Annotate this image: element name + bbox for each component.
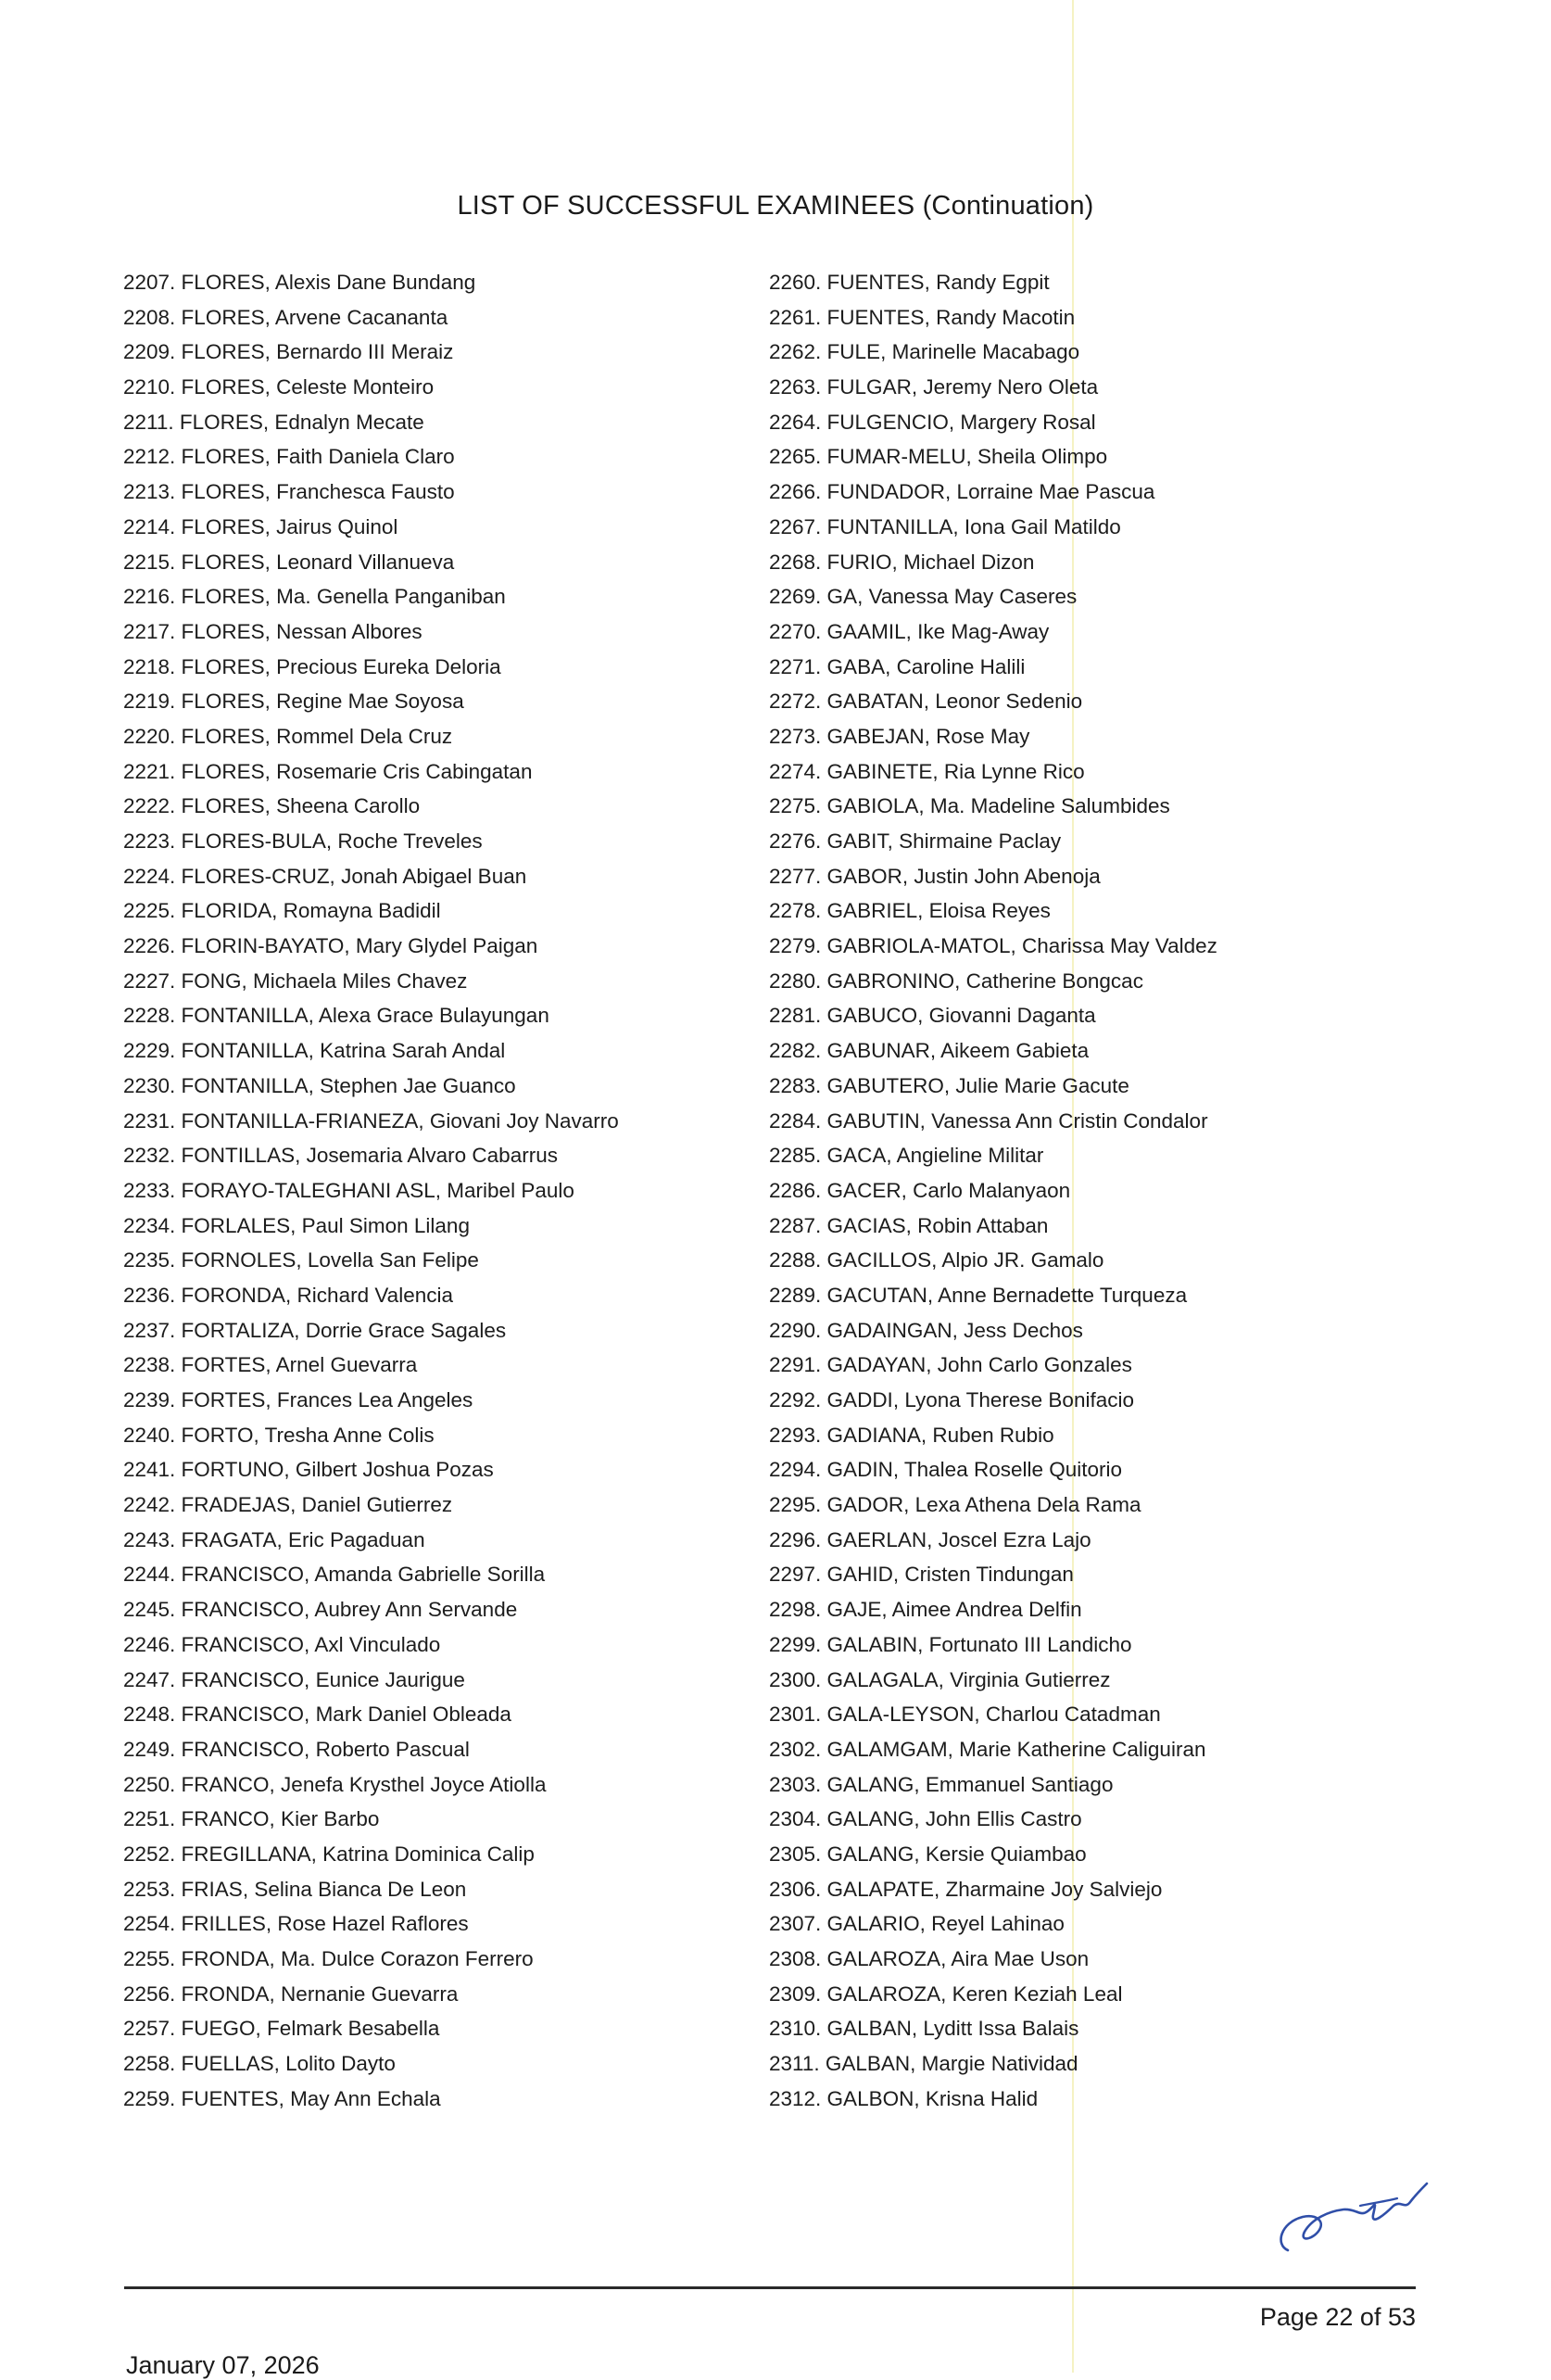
examinee-entry: 2269. GA, Vanessa May Caseres [769,585,1078,609]
examinee-entry: 2219. FLORES, Regine Mae Soyosa [123,690,464,714]
examinee-entry: 2213. FLORES, Franchesca Fausto [123,480,455,504]
examinee-entry: 2235. FORNOLES, Lovella San Felipe [123,1248,479,1272]
examinee-entry: 2274. GABINETE, Ria Lynne Rico [769,759,1085,783]
examinee-entry: 2281. GABUCO, Giovanni Daganta [769,1004,1096,1028]
examinee-entry: 2259. FUENTES, May Ann Echala [123,2086,441,2110]
examinee-entry: 2241. FORTUNO, Gilbert Joshua Pozas [123,1458,494,1482]
examinee-entry: 2285. GACA, Angieline Militar [769,1144,1044,1168]
examinee-entry: 2226. FLORIN-BAYATO, Mary Glydel Paigan [123,934,538,958]
examinee-entry: 2262. FULE, Marinelle Macabago [769,340,1080,364]
examinee-entry: 2214. FLORES, Jairus Quinol [123,514,398,538]
examinee-entry: 2243. FRAGATA, Eric Pagaduan [123,1527,425,1551]
page-title: LIST OF SUCCESSFUL EXAMINEES (Continuation) [457,191,1094,221]
examinee-entry: 2232. FONTILLAS, Josemaria Alvaro Cabarrus [123,1144,558,1168]
examinee-entry: 2280. GABRONINO, Catherine Bongcac [769,968,1143,993]
examinee-entry: 2273. GABEJAN, Rose May [769,724,1030,748]
examinee-entry: 2253. FRIAS, Selina Bianca De Leon [123,1877,467,1901]
examinee-entry: 2256. FRONDA, Nernanie Guevarra [123,1981,459,2006]
examinee-entry: 2287. GACIAS, Robin Attaban [769,1213,1049,1237]
examinee-entry: 2286. GACER, Carlo Malanyaon [769,1178,1071,1202]
examinee-entry: 2266. FUNDADOR, Lorraine Mae Pascua [769,480,1155,504]
examinee-entry: 2294. GADIN, Thalea Roselle Quitorio [769,1458,1123,1482]
examinee-entry: 2309. GALAROZA, Keren Keziah Leal [769,1981,1123,2006]
examinee-entry: 2276. GABIT, Shirmaine Paclay [769,829,1062,853]
examinee-list-right [769,265,1399,2116]
examinee-entry: 2298. GAJE, Aimee Andrea Delfin [769,1598,1082,1622]
examinee-list-left [123,265,753,2116]
examinee-entry: 2209. FLORES, Bernardo III Meraiz [123,340,454,364]
examinee-entry: 2271. GABA, Caroline Halili [769,654,1026,678]
examinee-entry: 2261. FUENTES, Randy Macotin [769,305,1076,329]
examinee-entry: 2278. GABRIEL, Eloisa Reyes [769,899,1051,923]
examinee-entry: 2263. FULGAR, Jeremy Nero Oleta [769,375,1099,399]
examinee-entry: 2268. FURIO, Michael Dizon [769,550,1035,574]
examinee-entry: 2211. FLORES, Ednalyn Mecate [123,410,424,434]
examinee-entry: 2304. GALANG, John Ellis Castro [769,1807,1082,1831]
examinee-entry: 2240. FORTO, Tresha Anne Colis [123,1423,435,1447]
examinee-entry: 2289. GACUTAN, Anne Bernadette Turqueza [769,1283,1188,1307]
examinee-entry: 2255. FRONDA, Ma. Dulce Corazon Ferrero [123,1947,534,1970]
examinee-entry: 2222. FLORES, Sheena Carollo [123,794,421,818]
examinee-entry: 2277. GABOR, Justin John Abenoja [769,864,1101,888]
examinee-entry: 2239. FORTES, Frances Lea Angeles [123,1388,473,1412]
examinee-entry: 2251. FRANCO, Kier Barbo [123,1807,380,1831]
examinee-entry: 2215. FLORES, Leonard Villanueva [123,550,455,574]
examinee-entry: 2296. GAERLAN, Joscel Ezra Lajo [769,1527,1091,1551]
examinee-entry: 2310. GALBAN, Lyditt Issa Balais [769,2017,1079,2041]
footer-date: January 07, 2026 [126,2351,320,2379]
examinee-entry: 2301. GALA-LEYSON, Charlou Catadman [769,1703,1161,1727]
examinee-entry: 2283. GABUTERO, Julie Marie Gacute [769,1073,1129,1097]
examinee-entry: 2229. FONTANILLA, Katrina Sarah Andal [123,1039,506,1063]
examinee-entry: 2220. FLORES, Rommel Dela Cruz [123,724,453,748]
examinee-entry: 2245. FRANCISCO, Aubrey Ann Servande [123,1598,518,1622]
examinee-entry: 2227. FONG, Michaela Miles Chavez [123,968,468,993]
examinee-entry: 2228. FONTANILLA, Alexa Grace Bulayungan [123,1004,549,1028]
examinee-entry: 2299. GALABIN, Fortunato III Landicho [769,1632,1132,1656]
examinee-entry: 2212. FLORES, Faith Daniela Claro [123,445,455,469]
examinee-entry: 2244. FRANCISCO, Amanda Gabrielle Sorilla [123,1563,546,1587]
examinee-entry: 2230. FONTANILLA, Stephen Jae Guanco [123,1073,516,1097]
examinee-entry: 2300. GALAGALA, Virginia Gutierrez [769,1667,1111,1691]
examinee-entry: 2288. GACILLOS, Alpio JR. Gamalo [769,1248,1104,1272]
examinee-entry: 2308. GALAROZA, Aira Mae Uson [769,1947,1090,1970]
examinee-entry: 2210. FLORES, Celeste Monteiro [123,375,435,399]
examinee-entry: 2312. GALBON, Krisna Halid [769,2086,1039,2110]
examinee-entry: 2246. FRANCISCO, Axl Vinculado [123,1632,441,1656]
examinee-entry: 2302. GALAMGAM, Marie Katherine Caliguiran [769,1737,1206,1761]
examinee-entry: 2275. GABIOLA, Ma. Madeline Salumbides [769,794,1170,818]
examinee-entry: 2270. GAAMIL, Ike Mag-Away [769,619,1050,643]
signature-mark [1271,2178,1433,2266]
examinee-entry: 2290. GADAINGAN, Jess Dechos [769,1318,1083,1342]
examinee-entry: 2234. FORLALES, Paul Simon Lilang [123,1213,470,1237]
examinee-entry: 2223. FLORES-BULA, Roche Treveles [123,829,483,853]
examinee-entry: 2208. FLORES, Arvene Cacananta [123,305,448,329]
footer-divider [124,2286,1416,2289]
examinee-entry: 2292. GADDI, Lyona Therese Bonifacio [769,1388,1134,1412]
examinee-entry: 2237. FORTALIZA, Dorrie Grace Sagales [123,1318,507,1342]
examinee-entry: 2248. FRANCISCO, Mark Daniel Obleada [123,1703,511,1727]
examinee-entry: 2249. FRANCISCO, Roberto Pascual [123,1737,470,1761]
examinee-entry: 2207. FLORES, Alexis Dane Bundang [123,271,476,294]
examinee-entry: 2217. FLORES, Nessan Albores [123,619,422,643]
examinee-entry: 2297. GAHID, Cristen Tindungan [769,1563,1074,1587]
examinee-entry: 2236. FORONDA, Richard Valencia [123,1283,453,1307]
examinee-entry: 2279. GABRIOLA-MATOL, Charissa May Valdez [769,934,1217,958]
examinee-entry: 2216. FLORES, Ma. Genella Panganiban [123,585,506,609]
examinee-entry: 2282. GABUNAR, Aikeem Gabieta [769,1039,1090,1063]
examinee-entry: 2225. FLORIDA, Romayna Badidil [123,899,441,923]
examinee-entry: 2254. FRILLES, Rose Hazel Raflores [123,1912,469,1936]
examinee-entry: 2267. FUNTANILLA, Iona Gail Matildo [769,514,1121,538]
examinee-entry: 2218. FLORES, Precious Eureka Deloria [123,654,501,678]
examinee-entry: 2238. FORTES, Arnel Guevarra [123,1353,418,1377]
examinee-entry: 2264. FULGENCIO, Margery Rosal [769,410,1096,434]
examinee-entry: 2265. FUMAR-MELU, Sheila Olimpo [769,445,1108,469]
examinee-entry: 2224. FLORES-CRUZ, Jonah Abigael Buan [123,864,527,888]
examinee-entry: 2252. FREGILLANA, Katrina Dominica Calip [123,1842,535,1866]
examinee-entry: 2311. GALBAN, Margie Natividad [769,2052,1078,2076]
examinee-entry: 2260. FUENTES, Randy Egpit [769,271,1050,294]
examinee-entry: 2242. FRADEJAS, Daniel Gutierrez [123,1493,453,1517]
examinee-entry: 2272. GABATAN, Leonor Sedenio [769,690,1083,714]
examinee-entry: 2293. GADIANA, Ruben Rubio [769,1423,1054,1447]
examinee-entry: 2231. FONTANILLA-FRIANEZA, Giovani Joy Navarro [123,1108,619,1133]
examinee-entry: 2305. GALANG, Kersie Quiambao [769,1842,1087,1866]
footer-page-number: Page 22 of 53 [1259,2303,1416,2331]
examinee-entry: 2295. GADOR, Lexa Athena Dela Rama [769,1493,1141,1517]
examinee-entry: 2306. GALAPATE, Zharmaine Joy Salviejo [769,1877,1163,1901]
examinee-entry: 2303. GALANG, Emmanuel Santiago [769,1772,1114,1796]
examinee-entry: 2247. FRANCISCO, Eunice Jaurigue [123,1667,465,1691]
examinee-entry: 2258. FUELLAS, Lolito Dayto [123,2052,396,2076]
examinee-entry: 2233. FORAYO-TALEGHANI ASL, Maribel Paulo [123,1178,574,1202]
examinee-entry: 2257. FUEGO, Felmark Besabella [123,2017,440,2041]
examinee-entry: 2250. FRANCO, Jenefa Krysthel Joyce Atiolla [123,1772,547,1796]
examinee-entry: 2284. GABUTIN, Vanessa Ann Cristin Condalor [769,1108,1208,1133]
examinee-entry: 2291. GADAYAN, John Carlo Gonzales [769,1353,1132,1377]
examinee-entry: 2221. FLORES, Rosemarie Cris Cabingatan [123,759,533,783]
examinee-entry: 2307. GALARIO, Reyel Lahinao [769,1912,1065,1936]
